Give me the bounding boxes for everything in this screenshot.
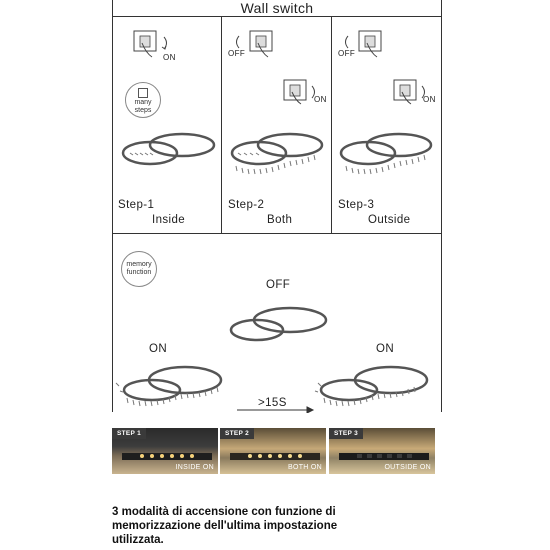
caption-line: 3 modalità di accensione con funzione di [112, 506, 336, 518]
switch-mini-icon [138, 88, 148, 98]
step-3-label: Step-3 [338, 199, 375, 211]
wall-switch-icon [394, 80, 425, 104]
switch-on-label: ON [314, 95, 327, 104]
caption-line: utilizzata. [112, 534, 164, 546]
step-2-photo-caption: BOTH ON [288, 464, 322, 471]
step-3-photo [329, 428, 435, 474]
memory-function-label: memory function [126, 261, 152, 276]
wall-switch-icon [284, 80, 315, 104]
memory-illustration [112, 233, 441, 413]
wall-switch-title: Wall switch [112, 0, 442, 17]
ring-lamp-icon [232, 134, 322, 174]
switch-on-label: ON [163, 53, 176, 62]
step-3-mode: Outside [368, 214, 411, 226]
step-1-mode: Inside [152, 214, 186, 226]
memory-on-right-label: ON [376, 343, 395, 355]
step-2-label: Step-2 [228, 199, 265, 211]
step-2-mode: Both [267, 214, 293, 226]
arrow-right-icon [237, 407, 313, 413]
ring-lamp-icon [116, 367, 221, 406]
switch-off-label: OFF [228, 49, 246, 58]
switch-off-label: OFF [338, 49, 356, 58]
step-3-photo-caption: OUTSIDE ON [384, 464, 431, 471]
memory-on-left-label: ON [149, 343, 168, 355]
ring-lamp-icon [341, 134, 431, 174]
ring-lamp-icon [231, 308, 326, 340]
step-1-label: Step-1 [118, 199, 155, 211]
many-steps-label: many steps [134, 99, 152, 114]
wall-switch-icon [134, 31, 167, 57]
step-1-photo-tag: STEP 1 [112, 428, 146, 439]
steps-illustration [112, 16, 441, 233]
step-3-photo-tag: STEP 3 [329, 428, 363, 439]
ring-lamp-icon [123, 134, 214, 164]
memory-off-label: OFF [266, 279, 291, 291]
delay-label: >15S [258, 397, 287, 409]
step-1-photo-caption: INSIDE ON [175, 464, 214, 471]
caption-line: memorizzazione dell'ultima impostazione [112, 520, 338, 532]
step-2-photo [220, 428, 326, 474]
step-1-photo [112, 428, 218, 474]
step-2-photo-tag: STEP 2 [220, 428, 254, 439]
description-caption [112, 505, 412, 547]
many-steps-badge [125, 82, 161, 118]
ring-lamp-icon [315, 367, 427, 406]
switch-on-label: ON [423, 95, 436, 104]
